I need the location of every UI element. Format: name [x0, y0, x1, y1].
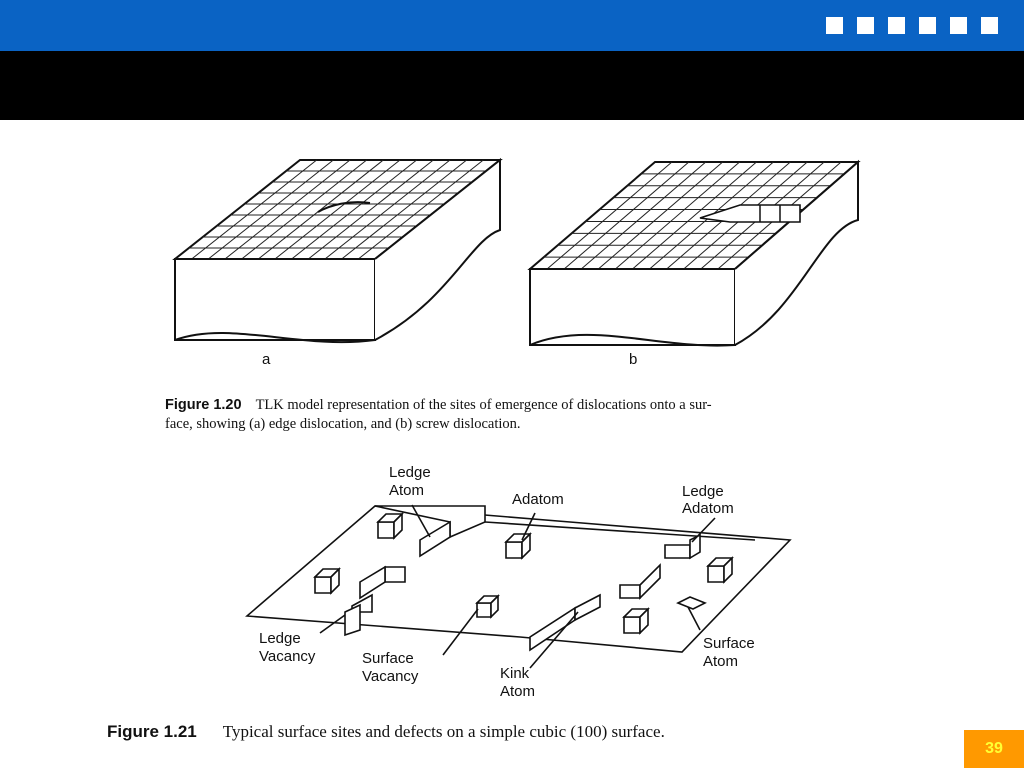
ledge-adatom-label-2: Adatom: [682, 500, 734, 517]
ledge-atom-label: Ledge: [389, 464, 431, 481]
decor-square-icon: [919, 17, 936, 34]
title-band: [0, 51, 1024, 120]
figure-1-20-caption-line2: face, showing (a) edge dislocation, and (b) screw dislocation.: [165, 416, 521, 432]
adatom-label: Adatom: [512, 491, 564, 508]
panel-b-label: b: [629, 351, 638, 368]
figure-1-20-caption-line1: TLK model representation of the sites of emergence of dislocations onto a sur-: [255, 397, 712, 413]
ledge-atom-label-2: Atom: [389, 482, 425, 499]
kink-atom-label: Kink: [500, 665, 530, 682]
decor-square-icon: [826, 17, 843, 34]
header-bar: [0, 0, 1024, 51]
ledge-vacancy-label: Ledge: [259, 630, 301, 647]
kink-atom-label-2: Atom: [500, 683, 536, 700]
decor-square-icon: [981, 17, 998, 34]
surface-atom-label: Surface: [703, 635, 755, 652]
decor-square-icon: [888, 17, 905, 34]
figure-1-20-label: Figure 1.20: [165, 397, 242, 413]
ledge-adatom-label: Ledge: [682, 483, 724, 500]
figure-1-20-panel-a: [175, 160, 500, 368]
decor-square-icon: [857, 17, 874, 34]
panel-a-label: a: [262, 351, 271, 368]
surface-vacancy-label-2: Vacancy: [362, 668, 419, 685]
figure-1-21-label: Figure 1.21: [107, 722, 197, 741]
header-dots: [826, 17, 998, 34]
figure-1-21-caption-text: Typical surface sites and defects on a simple cubic (100) surface.: [222, 722, 665, 741]
figure-1-20-panel-b: [530, 162, 858, 368]
decor-square-icon: [950, 17, 967, 34]
surface-vacancy-label: Surface: [362, 650, 414, 667]
ledge-vacancy-label-2: Vacancy: [259, 648, 316, 665]
figure-1-20-caption: [165, 396, 865, 434]
figure-1-21-caption: [107, 722, 867, 742]
page-number-badge: 39: [964, 730, 1024, 768]
surface-atom-label-2: Atom: [703, 653, 739, 670]
